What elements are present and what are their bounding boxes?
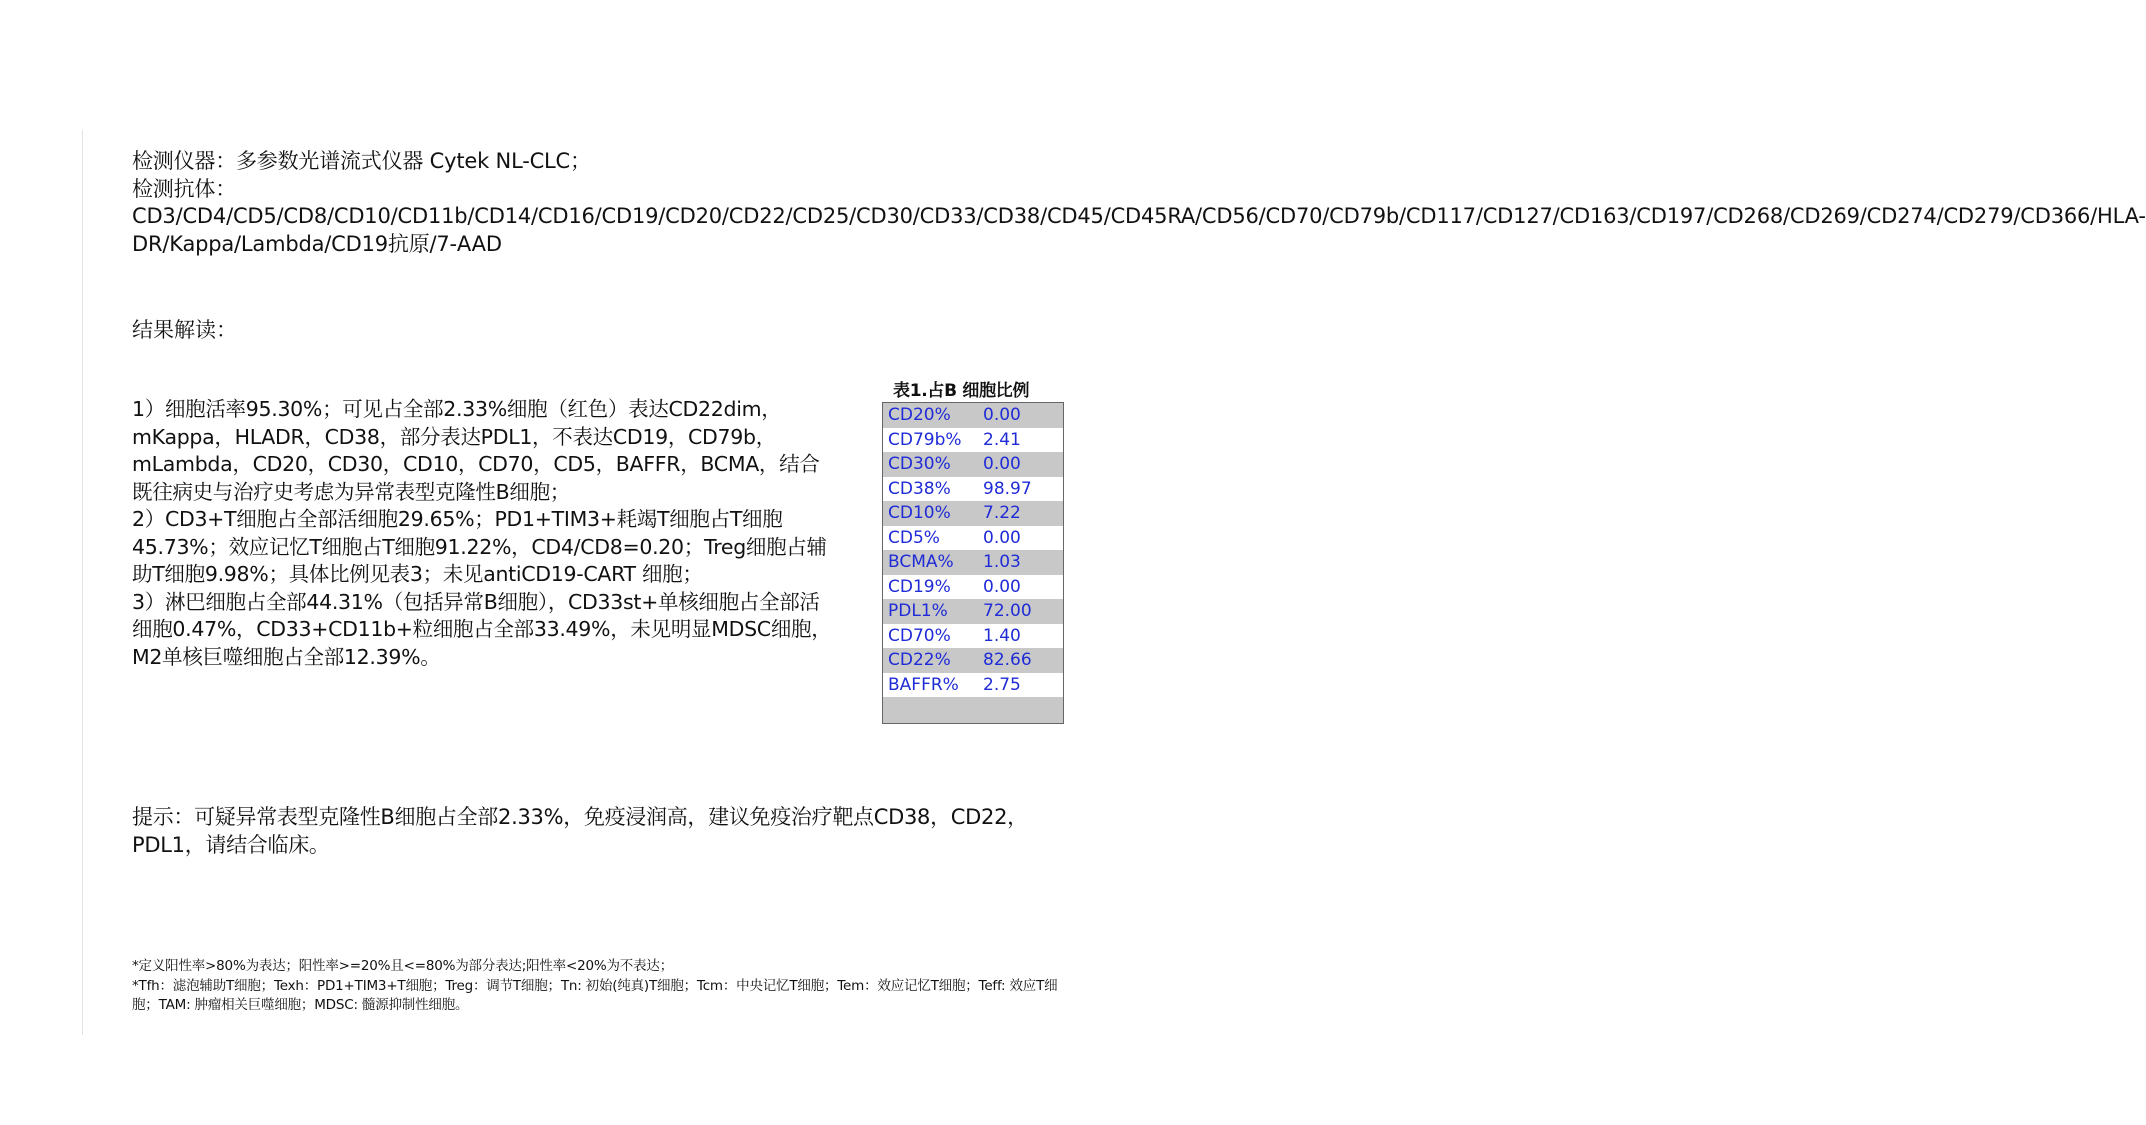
row-label: CD19% [883,575,979,600]
row-value: 0.00 [978,575,1064,600]
row-label: CD20% [883,403,979,428]
row-label: CD30% [883,452,979,477]
results-heading: 结果解读： [132,318,237,342]
table-row [883,624,1064,649]
table-row [883,452,1064,477]
result-item-3: 3）淋巴细胞占全部44.31%（包括异常B细胞），CD33st+单核细胞占全部活细胞0.47%，CD33+CD11b+粒细胞占全部33.49%，未见明显MDSC细胞，M2单核巨噬细胞占全部12.39%。 [132,589,832,669]
row-label: CD5% [883,526,979,551]
row-value: 1.40 [978,624,1064,649]
table-row [883,575,1064,600]
row-label: BCMA% [883,550,979,575]
row-value: 98.97 [978,477,1064,502]
table-row [883,403,1064,428]
row-value: 82.66 [978,648,1064,673]
footnote-definition: *定义阳性率>80%为表达；阳性率>=20%且<=80%为部分表达;阳性率<20%为不表达； [132,958,673,974]
table-row-empty [883,697,1064,724]
table-row [883,599,1064,624]
result-item-1: 1）细胞活率95.30%；可见占全部2.33%细胞（红色）表达CD22dim，mKappa，HLADR，CD38，部分表达PDL1，不表达CD19，CD79b，mLambda，CD20，CD30，CD10，CD70，CD5，BAFFR，BCMA，结合既往病史与治疗史考虑为异常表型克隆性B细胞； [132,397,820,504]
footnote-abbreviations: *Tfh：滤泡辅助T细胞；Texh：PD1+TIM3+T细胞；Treg：调节T细胞；Tn: 初始(纯真)T细胞；Tcm：中央记忆T细胞；Tem：效应记忆T细胞；Teff: 效应T细胞；TAM: 肿瘤相关巨噬细胞；MDSC: 髓源抑制性细胞。 [132,977,1058,1013]
row-label: CD22% [883,648,979,673]
row-value: 0.00 [978,403,1064,428]
row-label: BAFFR% [883,673,979,698]
row-label: CD70% [883,624,979,649]
instrument-device: 检测仪器：多参数光谱流式仪器 Cytek NL-CLC； [132,149,591,173]
b-cell-ratio-table [882,402,1064,724]
row-label: CD38% [883,477,979,502]
clinical-tip: 提示：可疑异常表型克隆性B细胞占全部2.33%，免疫浸润高，建议免疫治疗靶点CD38，CD22，PDL1，请结合临床。 [132,805,1028,857]
row-label: CD79b% [883,428,979,453]
row-value: 1.03 [978,550,1064,575]
instrument-antibodies: 检测抗体：CD3/CD4/CD5/CD8/CD10/CD11b/CD14/CD16/CD19/CD20/CD22/CD25/CD30/CD33/CD38/CD45/CD45RA/CD56/CD70/CD79b/CD117/CD127/CD163/CD197/CD268/CD269/CD274/CD279/CD366/HLA-DR/Kappa/Lambda/CD19抗原/7-AAD [132,176,2146,256]
row-value: 0.00 [978,452,1064,477]
table-row [883,501,1064,526]
row-value: 7.22 [978,501,1064,526]
row-value: 2.75 [978,673,1064,698]
table-row [883,550,1064,575]
row-value: 2.41 [978,428,1064,453]
table-row [883,477,1064,502]
results-list [132,396,832,671]
table-row [883,526,1064,551]
result-item-2: 2）CD3+T细胞占全部活细胞29.65%；PD1+TIM3+耗竭T细胞占T细胞45.73%；效应记忆T细胞占T细胞91.22%，CD4/CD8=0.20；Treg细胞占辅助T细胞9.98%；具体比例见表3；未见antiCD19-CART 细胞； [132,507,827,586]
instrument-section [132,148,2146,258]
row-label: CD10% [883,501,979,526]
b-cell-table-title: 表1.占B 细胞比例 [893,381,1030,401]
page-margin-rule [82,130,83,1035]
table-row [883,648,1064,673]
table-row [883,428,1064,453]
row-value: 72.00 [978,599,1064,624]
row-label: PDL1% [883,599,979,624]
table-row [883,673,1064,698]
row-value: 0.00 [978,526,1064,551]
footnotes [132,957,1072,1016]
